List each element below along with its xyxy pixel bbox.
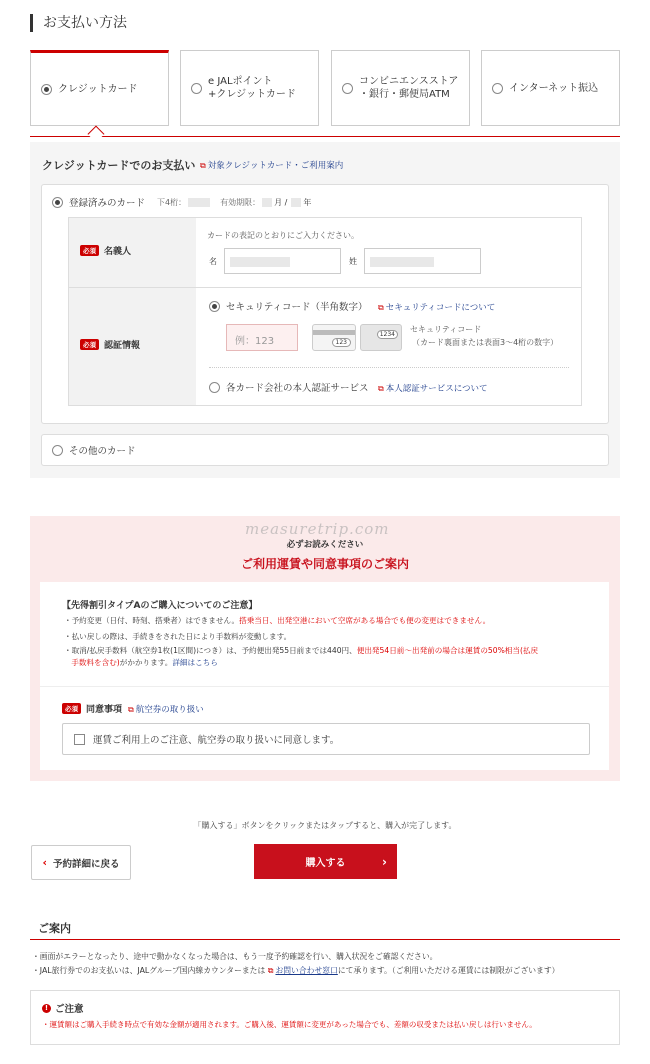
first-name-label: 名 [209,257,217,266]
row-divider [69,287,581,288]
agree-checkbox-row[interactable]: 運賃ご利用上のご注意、航空券の取り扱いに同意します。 [62,723,590,755]
guide-divider [30,939,620,940]
auth-service-link[interactable]: ⧉ 本人認証サービスについて [378,384,488,394]
radio-icon[interactable] [209,301,220,312]
notice-item-1: ・予約変更（日付、時刻、搭乗者）はできません。搭乗当日、出発空港において空席がある場合でも便の変更はできません。 [64,616,491,625]
notice-box-title: 【先得割引タイプAのご購入についてのご注意】 [62,601,258,611]
chevron-right-icon: › [382,854,387,869]
first-name-field[interactable] [224,248,341,274]
registered-card-option[interactable]: 登録済みのカード 下4桁： 有効期限： 月 / 年 [52,195,311,209]
last-name-label: 姓 [349,257,357,266]
radio-icon[interactable] [191,83,202,94]
external-link-icon: ⧉ [378,384,384,393]
caution-box [30,990,620,1045]
caution-title: ! ご注意 [42,1001,84,1015]
security-desc-1: セキュリティコード [410,325,482,334]
tab-label: e JALポイント +クレジットカード [208,76,296,100]
checkbox[interactable] [74,734,85,745]
contact-link[interactable]: お問い合わせ窓口 [275,966,338,975]
radio-icon[interactable] [41,84,52,95]
tab-credit-card[interactable] [30,50,169,126]
radio-icon[interactable] [209,382,220,393]
dotted-divider [209,367,569,368]
security-code-input[interactable]: 例：123 [226,324,298,351]
purchase-button[interactable]: 購入する › [254,844,397,879]
notice-item-2: ・払い戻しの際は、手続きをされた日により手数料が変動します。 [64,632,292,641]
tab-convenience-store[interactable] [331,50,470,126]
notice-title: ご利用運賃や同意事項のご案内 [240,557,409,571]
tab-label: クレジットカード [58,83,138,95]
tab-pointer [88,126,105,143]
other-card-option[interactable]: その他のカード [41,434,609,466]
masked-year [291,198,301,207]
tab-jal-point[interactable] [180,50,319,126]
warning-icon: ! [42,1004,51,1013]
radio-icon[interactable] [52,197,63,208]
tab-label: コンビニエンスストア ・銀行・郵便局ATM [359,76,459,100]
last-name-field[interactable] [364,248,481,274]
radio-icon[interactable] [52,445,63,456]
watermark: measuretrip.com [245,520,390,538]
auth-row-label: 必須 認証情報 [80,338,140,351]
masked-last4 [188,198,210,207]
external-link-icon: ⧉ [128,705,134,714]
credit-title: クレジットカードでのお支払い [42,159,196,172]
back-to-reservation-button[interactable]: ‹ 予約詳細に戻る [31,845,131,880]
purchase-note: 「購入する」ボタンをクリックまたはタップすると、購入が完了します。 [193,821,457,830]
must-read: 必ずお読みください [286,540,364,550]
security-code-link[interactable]: ⧉ セキュリティコードについて [378,303,496,313]
guide-item-2: ・JAL旅行券でのお支払いは、JALグループ国内線カウンターまたは ⧉ お問い合わせ窓口にて承ります。（ご利用いただける運賃には制限がございます） [32,966,560,975]
tab-internet-transfer[interactable] [481,50,620,126]
details-link[interactable]: 詳細はこちら [172,658,218,667]
tab-divider [30,136,620,137]
ticket-handling-link[interactable]: ⧉ 航空券の取り扱い [128,705,204,715]
security-code-option[interactable]: セキュリティコード（半角数字） [209,299,368,313]
radio-icon[interactable] [492,83,503,94]
section-title: お支払い方法 [30,14,127,32]
security-desc-2: （カード裏面または表面3〜4桁の数字） [412,338,559,347]
name-row-label: 必須 名義人 [80,244,131,257]
guide-title: ご案内 [38,922,71,935]
external-link-icon: ⧉ [378,303,384,312]
external-link-icon: ⧉ [200,161,206,170]
name-hint: カードの表記のとおりにご入力ください。 [207,231,359,240]
auth-service-option[interactable]: 各カード会社の本人認証サービス [209,380,369,394]
external-link-icon: ⧉ [267,966,274,975]
chevron-left-icon: ‹ [42,856,48,869]
tab-label: インターネット振込 [509,82,599,94]
card-front-image: 1234 [360,324,402,351]
agree-label: 必須 同意事項 [62,702,122,715]
guide-item-1: ・画面がエラーとなったり、途中で動かなくなった場合は、もう一度予約確認を行い、購入状況をご確認ください。 [32,952,438,961]
notice-item-3: ・取消/払戻手数料（航空券1枚(1区間)につき）は、予約便出発55日前までは440円、便出発54日前〜出発前の場合は運賃の50%相当(払戻 手数料を含む)がかかります。詳細はこちら [64,646,539,667]
card-back-image: 123 [312,324,356,351]
caution-text: ・運賃額はご購入手続き時点で有効な金額が適用されます。ご購入後、運賃額に変更があった場合でも、差額の収受または払い戻しは行いません。 [42,1020,537,1029]
masked-month [262,198,272,207]
credit-card-info-link[interactable]: ⧉ 対象クレジットカード・ご利用案内 [200,161,344,171]
radio-icon[interactable] [342,83,353,94]
